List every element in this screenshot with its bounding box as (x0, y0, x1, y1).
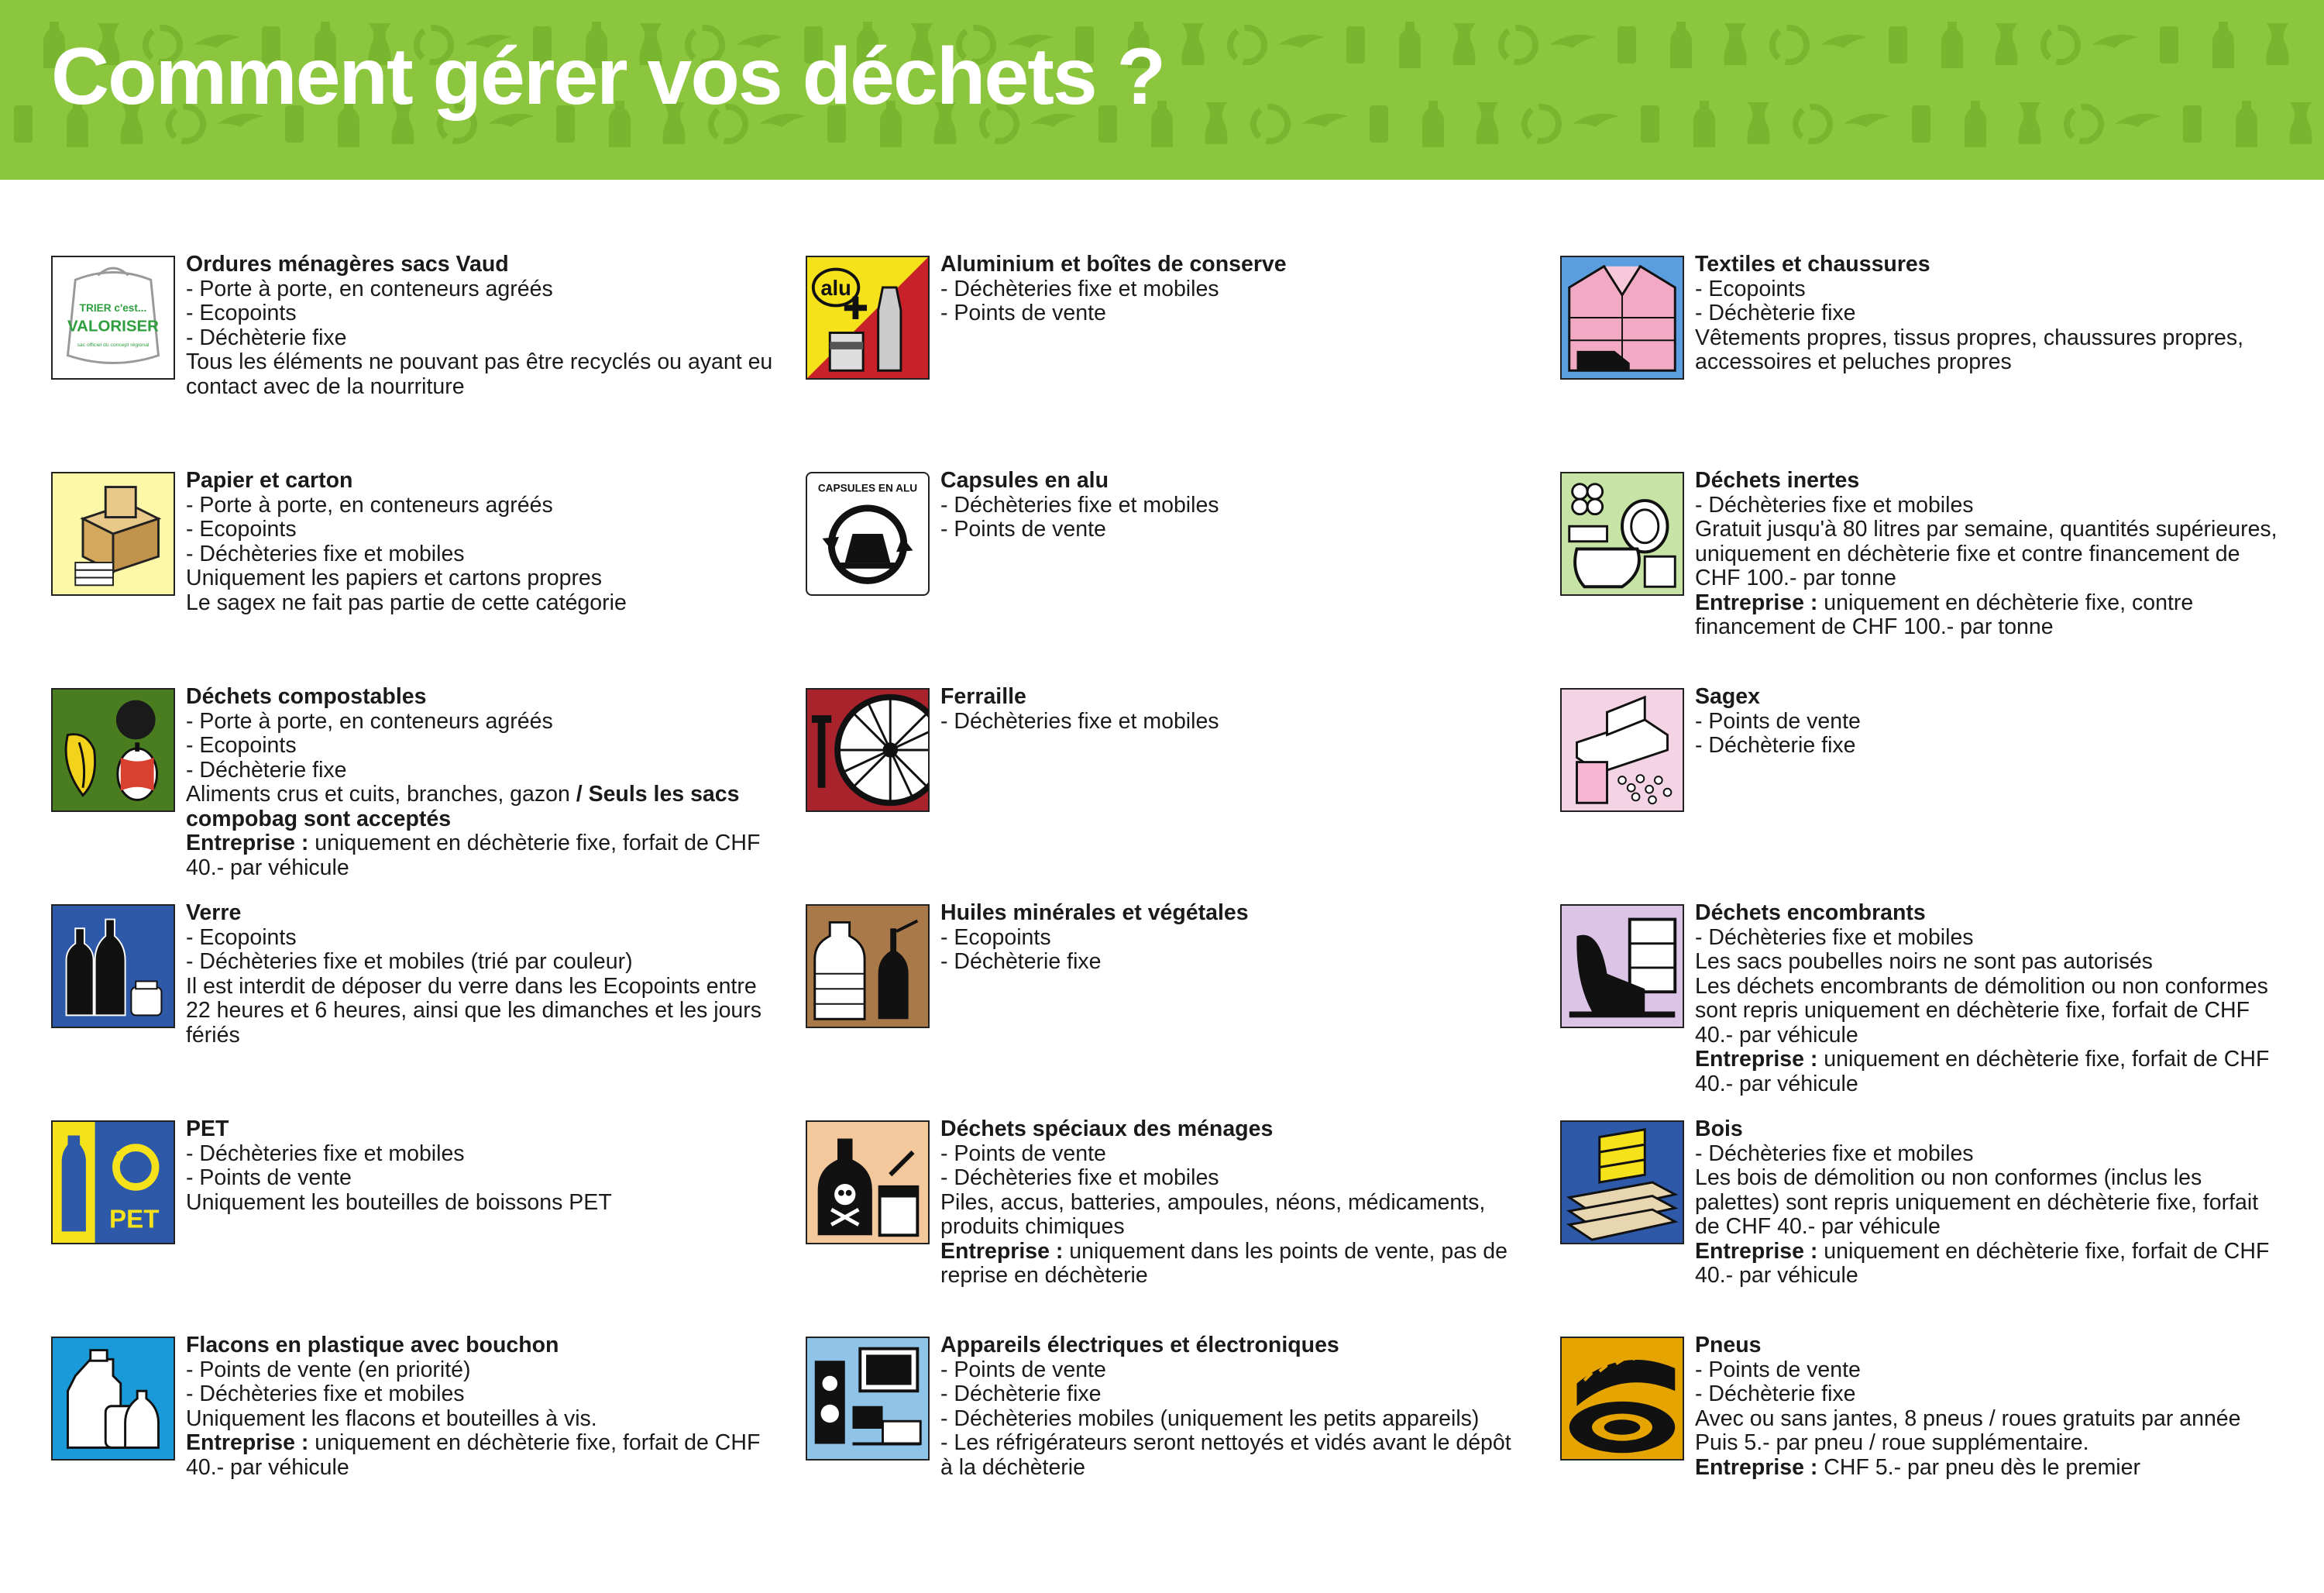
hazardous-waste-icon (806, 1120, 930, 1244)
category-ordures-menageres (51, 252, 779, 465)
category-text (186, 1117, 775, 1215)
page-title: Comment gérer vos déchets ? (51, 32, 1165, 122)
entreprise-text: uniquement dans les points de vente, pas de reprise en déchèterie (940, 1238, 1508, 1288)
category-text (186, 469, 775, 615)
electronics-icon (806, 1337, 930, 1461)
category-dechets-inertes (1560, 468, 2288, 681)
category-line: Les déchets encombrants de démolition ou non conformes sont repris uniquement en déchèterie fixe, forfait de CHF 40.- par véhicule (1695, 973, 2268, 1048)
category-line: Uniquement les papiers et cartons propres (186, 566, 603, 590)
pattern-apple-core-icon (1453, 23, 1476, 65)
pet-bottle-icon (51, 1120, 175, 1244)
plastic-bottles-icon (51, 1337, 175, 1461)
pattern-banana-peel-icon (2115, 114, 2161, 127)
category-line: Le sagex ne fait pas partie de cette catégorie (186, 590, 627, 615)
category-line: - Déchèteries mobiles (uniquement les petits appareils) (940, 1405, 1480, 1431)
scrap-metal-wheel-icon (806, 688, 930, 812)
category-title: Déchets compostables (186, 684, 427, 709)
category-line: - Déchèteries fixe et mobiles (1695, 492, 1974, 518)
category-line: - Ecopoints (186, 924, 297, 950)
category-line: Uniquement les bouteilles de boissons PET (186, 1189, 612, 1215)
category-line: - Porte à porte, en conteneurs agréés (186, 276, 553, 301)
category-line: - Déchèteries fixe et mobiles (1695, 1141, 1974, 1166)
pattern-bottle-icon (1670, 22, 1692, 68)
category-line: Uniquement les flacons et bouteilles à vis. (186, 1405, 597, 1431)
category-title: Sagex (1695, 684, 1760, 709)
category-title: Appareils électriques et électroniques (940, 1333, 1339, 1357)
pattern-can-icon (1370, 105, 1388, 143)
pattern-bottle-icon (1693, 101, 1715, 147)
category-ferraille (806, 684, 1534, 897)
category-text (940, 1333, 1529, 1480)
category-line: - Déchèterie fixe (186, 325, 347, 350)
category-text (940, 469, 1529, 542)
category-title: Bois (1695, 1116, 1743, 1141)
category-title: Déchets spéciaux des ménages (940, 1116, 1274, 1141)
category-line: Aliments crus et cuits, branches, gazon (186, 782, 576, 807)
category-line: - Ecopoints (186, 517, 297, 542)
category-line: - Déchèterie fixe (1695, 1381, 1856, 1406)
category-text (186, 1333, 775, 1480)
category-appareils-electriques (806, 1333, 1534, 1546)
entreprise-line (1695, 1048, 2284, 1096)
pattern-banana-peel-icon (1549, 35, 1596, 48)
category-line: - Déchèteries fixe et mobiles (1695, 924, 1974, 950)
paper-cardboard-icon (51, 472, 175, 596)
pattern-bottle-icon (1941, 22, 1963, 68)
entreprise-line (1695, 591, 2284, 640)
category-pneus (1560, 1333, 2288, 1546)
entreprise-label: Entreprise : (1695, 1454, 1818, 1480)
category-line: - Les réfrigérateurs seront nettoyés et vidés avant le dépôt à la déchèterie (940, 1430, 1511, 1480)
pattern-can-icon (14, 105, 33, 143)
category-text (940, 1117, 1529, 1289)
pattern-banana-peel-icon (1844, 114, 1890, 127)
category-line: Piles, accus, batteries, ampoules, néons, médicaments, produits chimiques (940, 1189, 1486, 1239)
category-text (186, 901, 775, 1048)
category-flacons-plastique (51, 1333, 779, 1546)
category-line: - Déchèteries fixe et mobiles (940, 1165, 1219, 1190)
category-line: - Déchèterie fixe (186, 757, 347, 783)
pattern-can-icon (1889, 26, 1907, 64)
category-title: Déchets encombrants (1695, 900, 1926, 925)
category-line: - Déchèteries fixe et mobiles (940, 492, 1219, 518)
entreprise-text: uniquement en déchèterie fixe, forfait de CHF 40.- par véhicule (1695, 1047, 2270, 1096)
category-line: - Déchèteries fixe et mobiles (186, 1141, 465, 1166)
pattern-recycle-icon (1230, 28, 1264, 62)
category-line: Puis 5.- par pneu / roue supplémentaire. (1695, 1430, 2089, 1455)
category-title: Capsules en alu (940, 468, 1109, 493)
waste-bag-icon (51, 256, 175, 380)
category-line: - Porte à porte, en conteneurs agréés (186, 492, 553, 518)
alu-label: alu (820, 275, 851, 300)
category-huiles (806, 900, 1534, 1113)
category-text (940, 685, 1529, 734)
category-text (1695, 901, 2284, 1096)
category-title: Huiles minérales et végétales (940, 900, 1249, 925)
entreprise-label: Entreprise : (186, 831, 309, 855)
category-line: - Points de vente (940, 517, 1106, 542)
category-line: - Déchèterie fixe (1695, 733, 1856, 758)
category-aluminium (806, 252, 1534, 465)
category-text (186, 685, 775, 880)
category-line: - Déchèteries fixe et mobiles (940, 708, 1219, 734)
category-dechets-speciaux (806, 1116, 1534, 1330)
category-line: Tous les éléments ne pouvant pas être recyclés ou ayant eu contact avec de la nourriture (186, 349, 773, 399)
pattern-apple-core-icon (1996, 23, 2018, 65)
pattern-apple-core-icon (1724, 23, 1747, 65)
category-title: Flacons en plastique avec bouchon (186, 1333, 559, 1357)
category-title: Aluminium et boîtes de conserve (940, 252, 1287, 277)
category-title: Verre (186, 900, 242, 925)
entreprise-label: Entreprise : (186, 1430, 309, 1455)
sagex-polystyrene-icon (1560, 688, 1684, 812)
category-line: - Déchèterie fixe (1695, 301, 1856, 325)
category-line: - Points de vente (940, 301, 1106, 325)
pattern-recycle-icon (1796, 107, 1830, 141)
category-line: - Déchèteries fixe et mobiles (trié par couleur) (186, 949, 633, 974)
pattern-can-icon (1618, 26, 1636, 64)
oil-bottles-icon (806, 904, 930, 1028)
pattern-bottle-icon (1422, 101, 1444, 147)
category-text (1695, 685, 2284, 759)
category-title: Papier et carton (186, 468, 353, 493)
pattern-bottle-icon (1965, 101, 1986, 147)
pattern-banana-peel-icon (2092, 35, 2138, 48)
category-text (1695, 253, 2284, 375)
entreprise-line (1695, 1240, 2284, 1289)
pattern-bottle-icon (1399, 22, 1421, 68)
entreprise-text: uniquement en déchèterie fixe, contre financement de CHF 100.- par tonne (1695, 590, 2194, 639)
header-banner (0, 0, 2324, 180)
pattern-recycle-icon (1525, 107, 1559, 141)
bag-text-valoriser: VALORISER (67, 317, 159, 335)
category-line: - Ecopoints (186, 301, 297, 325)
category-line: - Points de vente (en priorité) (186, 1357, 471, 1382)
entreprise-line (186, 1431, 775, 1480)
category-line: - Déchèterie fixe (940, 949, 1102, 974)
pattern-recycle-icon (1253, 107, 1287, 141)
category-line: - Points de vente (186, 1165, 352, 1190)
category-title: Déchets inertes (1695, 468, 1860, 493)
textiles-shirt-icon (1560, 256, 1684, 380)
bag-text-official: sac officiel du concept régional (77, 342, 150, 349)
pattern-banana-peel-icon (1278, 35, 1325, 48)
category-line: - Déchèteries fixe et mobiles (186, 541, 465, 566)
pattern-can-icon (2160, 26, 2178, 64)
pattern-can-icon (1346, 26, 1365, 64)
category-line: Les bois de démolition ou non conformes (inclus les palettes) sont repris uniquement en déchèterie fixe, forfait de CHF 40.- par véhicule (1695, 1165, 2259, 1239)
category-verre (51, 900, 779, 1113)
pattern-apple-core-icon (1182, 23, 1205, 65)
pattern-apple-core-icon (1205, 102, 1228, 144)
category-bold-note: / Seuls les sacs compobag sont acceptés (186, 782, 740, 831)
pattern-can-icon (1641, 105, 1659, 143)
category-title: Pneus (1695, 1333, 1762, 1357)
entreprise-line (940, 1240, 1529, 1289)
glass-bottles-icon (51, 904, 175, 1028)
entreprise-text: CHF 5.- par pneu dès le premier (1817, 1454, 2140, 1480)
category-line: - Ecopoints (186, 733, 297, 758)
capsules-label: CAPSULES EN ALU (817, 482, 918, 494)
pattern-apple-core-icon (2267, 23, 2289, 65)
pattern-can-icon (1912, 105, 1930, 143)
pattern-recycle-icon (2067, 107, 2101, 141)
category-title: Ordures ménagères sacs Vaud (186, 252, 509, 277)
category-line: - Déchèteries fixe et mobiles (940, 276, 1219, 301)
bulky-waste-icon (1560, 904, 1684, 1028)
category-line: - Points de vente (1695, 708, 1861, 734)
category-sagex (1560, 684, 2288, 897)
pet-label: PET (109, 1205, 160, 1234)
category-line: - Points de vente (940, 1141, 1106, 1166)
entreprise-label: Entreprise : (1695, 1047, 1818, 1072)
category-line: - Ecopoints (940, 924, 1051, 950)
category-text (940, 253, 1529, 326)
category-line-mixed (186, 783, 775, 831)
category-line: - Déchèteries fixe et mobiles (186, 1381, 465, 1406)
entreprise-text: uniquement en déchèterie fixe, forfait de CHF 40.- par véhicule (186, 1430, 761, 1480)
category-text (940, 901, 1529, 975)
category-text (1695, 469, 2284, 640)
category-line: - Points de vente (940, 1357, 1106, 1382)
category-line: - Points de vente (1695, 1357, 1861, 1382)
pattern-recycle-icon (2044, 28, 2078, 62)
pattern-apple-core-icon (1477, 102, 1499, 144)
coffee-capsule-icon (806, 472, 930, 596)
category-title: PET (186, 1116, 229, 1141)
pattern-apple-core-icon (1748, 102, 1770, 144)
category-line: Il est interdit de déposer du verre dans les Ecopoints entre 22 heures et 6 heures, ainsi que les dimanches et les jours fériés (186, 973, 762, 1048)
entreprise-text: uniquement en déchèterie fixe, forfait de CHF 40.- par véhicule (186, 831, 761, 880)
category-capsules-alu (806, 468, 1534, 681)
pattern-can-icon (2183, 105, 2202, 143)
compost-icon (51, 688, 175, 812)
category-dechets-encombrants (1560, 900, 2288, 1113)
entreprise-line (186, 831, 775, 880)
pattern-apple-core-icon (2019, 102, 2041, 144)
category-dechets-compostables (51, 684, 779, 897)
pattern-banana-peel-icon (1820, 35, 1867, 48)
entreprise-label: Entreprise : (1695, 1238, 1818, 1264)
entreprise-text: uniquement en déchèterie fixe, forfait de CHF 40.- par véhicule (1695, 1238, 2270, 1288)
category-text (186, 253, 775, 399)
entreprise-label: Entreprise : (940, 1238, 1064, 1264)
category-line: Avec ou sans jantes, 8 pneus / roues gratuits par année (1695, 1405, 2241, 1431)
pattern-recycle-icon (1501, 28, 1535, 62)
inert-waste-icon (1560, 472, 1684, 596)
pattern-banana-peel-icon (1573, 114, 1619, 127)
pattern-banana-peel-icon (1301, 114, 1348, 127)
pattern-bottle-icon (2212, 22, 2234, 68)
category-papier-carton (51, 468, 779, 681)
pattern-recycle-icon (1772, 28, 1807, 62)
pattern-apple-core-icon (2290, 102, 2312, 144)
category-pet (51, 1116, 779, 1330)
tyres-icon (1560, 1337, 1684, 1461)
bag-text-trier: TRIER c'est... (79, 302, 147, 315)
category-line: Vêtements propres, tissus propres, chaussures propres, accessoires et peluches propres (1695, 325, 2244, 374)
category-text (1695, 1117, 2284, 1289)
category-title: Textiles et chaussures (1695, 252, 1930, 277)
category-line: Les sacs poubelles noirs ne sont pas autorisés (1695, 949, 2153, 974)
category-line: - Déchèterie fixe (940, 1381, 1102, 1406)
entreprise-label: Entreprise : (1695, 590, 1818, 615)
category-bois (1560, 1116, 2288, 1330)
category-text (1695, 1333, 2284, 1480)
category-line: Gratuit jusqu'à 80 litres par semaine, quantités supérieures, uniquement en déchèterie fixe et contre financement de CHF 100.- par tonne (1695, 517, 2278, 590)
entreprise-line (1695, 1456, 2284, 1481)
pattern-bottle-icon (2236, 101, 2257, 147)
category-line: - Ecopoints (1695, 276, 1806, 301)
wood-pallet-icon (1560, 1120, 1684, 1244)
aluminium-cans-icon (806, 256, 930, 380)
category-title: Ferraille (940, 684, 1026, 709)
category-textiles (1560, 252, 2288, 465)
category-line: - Porte à porte, en conteneurs agréés (186, 708, 553, 734)
